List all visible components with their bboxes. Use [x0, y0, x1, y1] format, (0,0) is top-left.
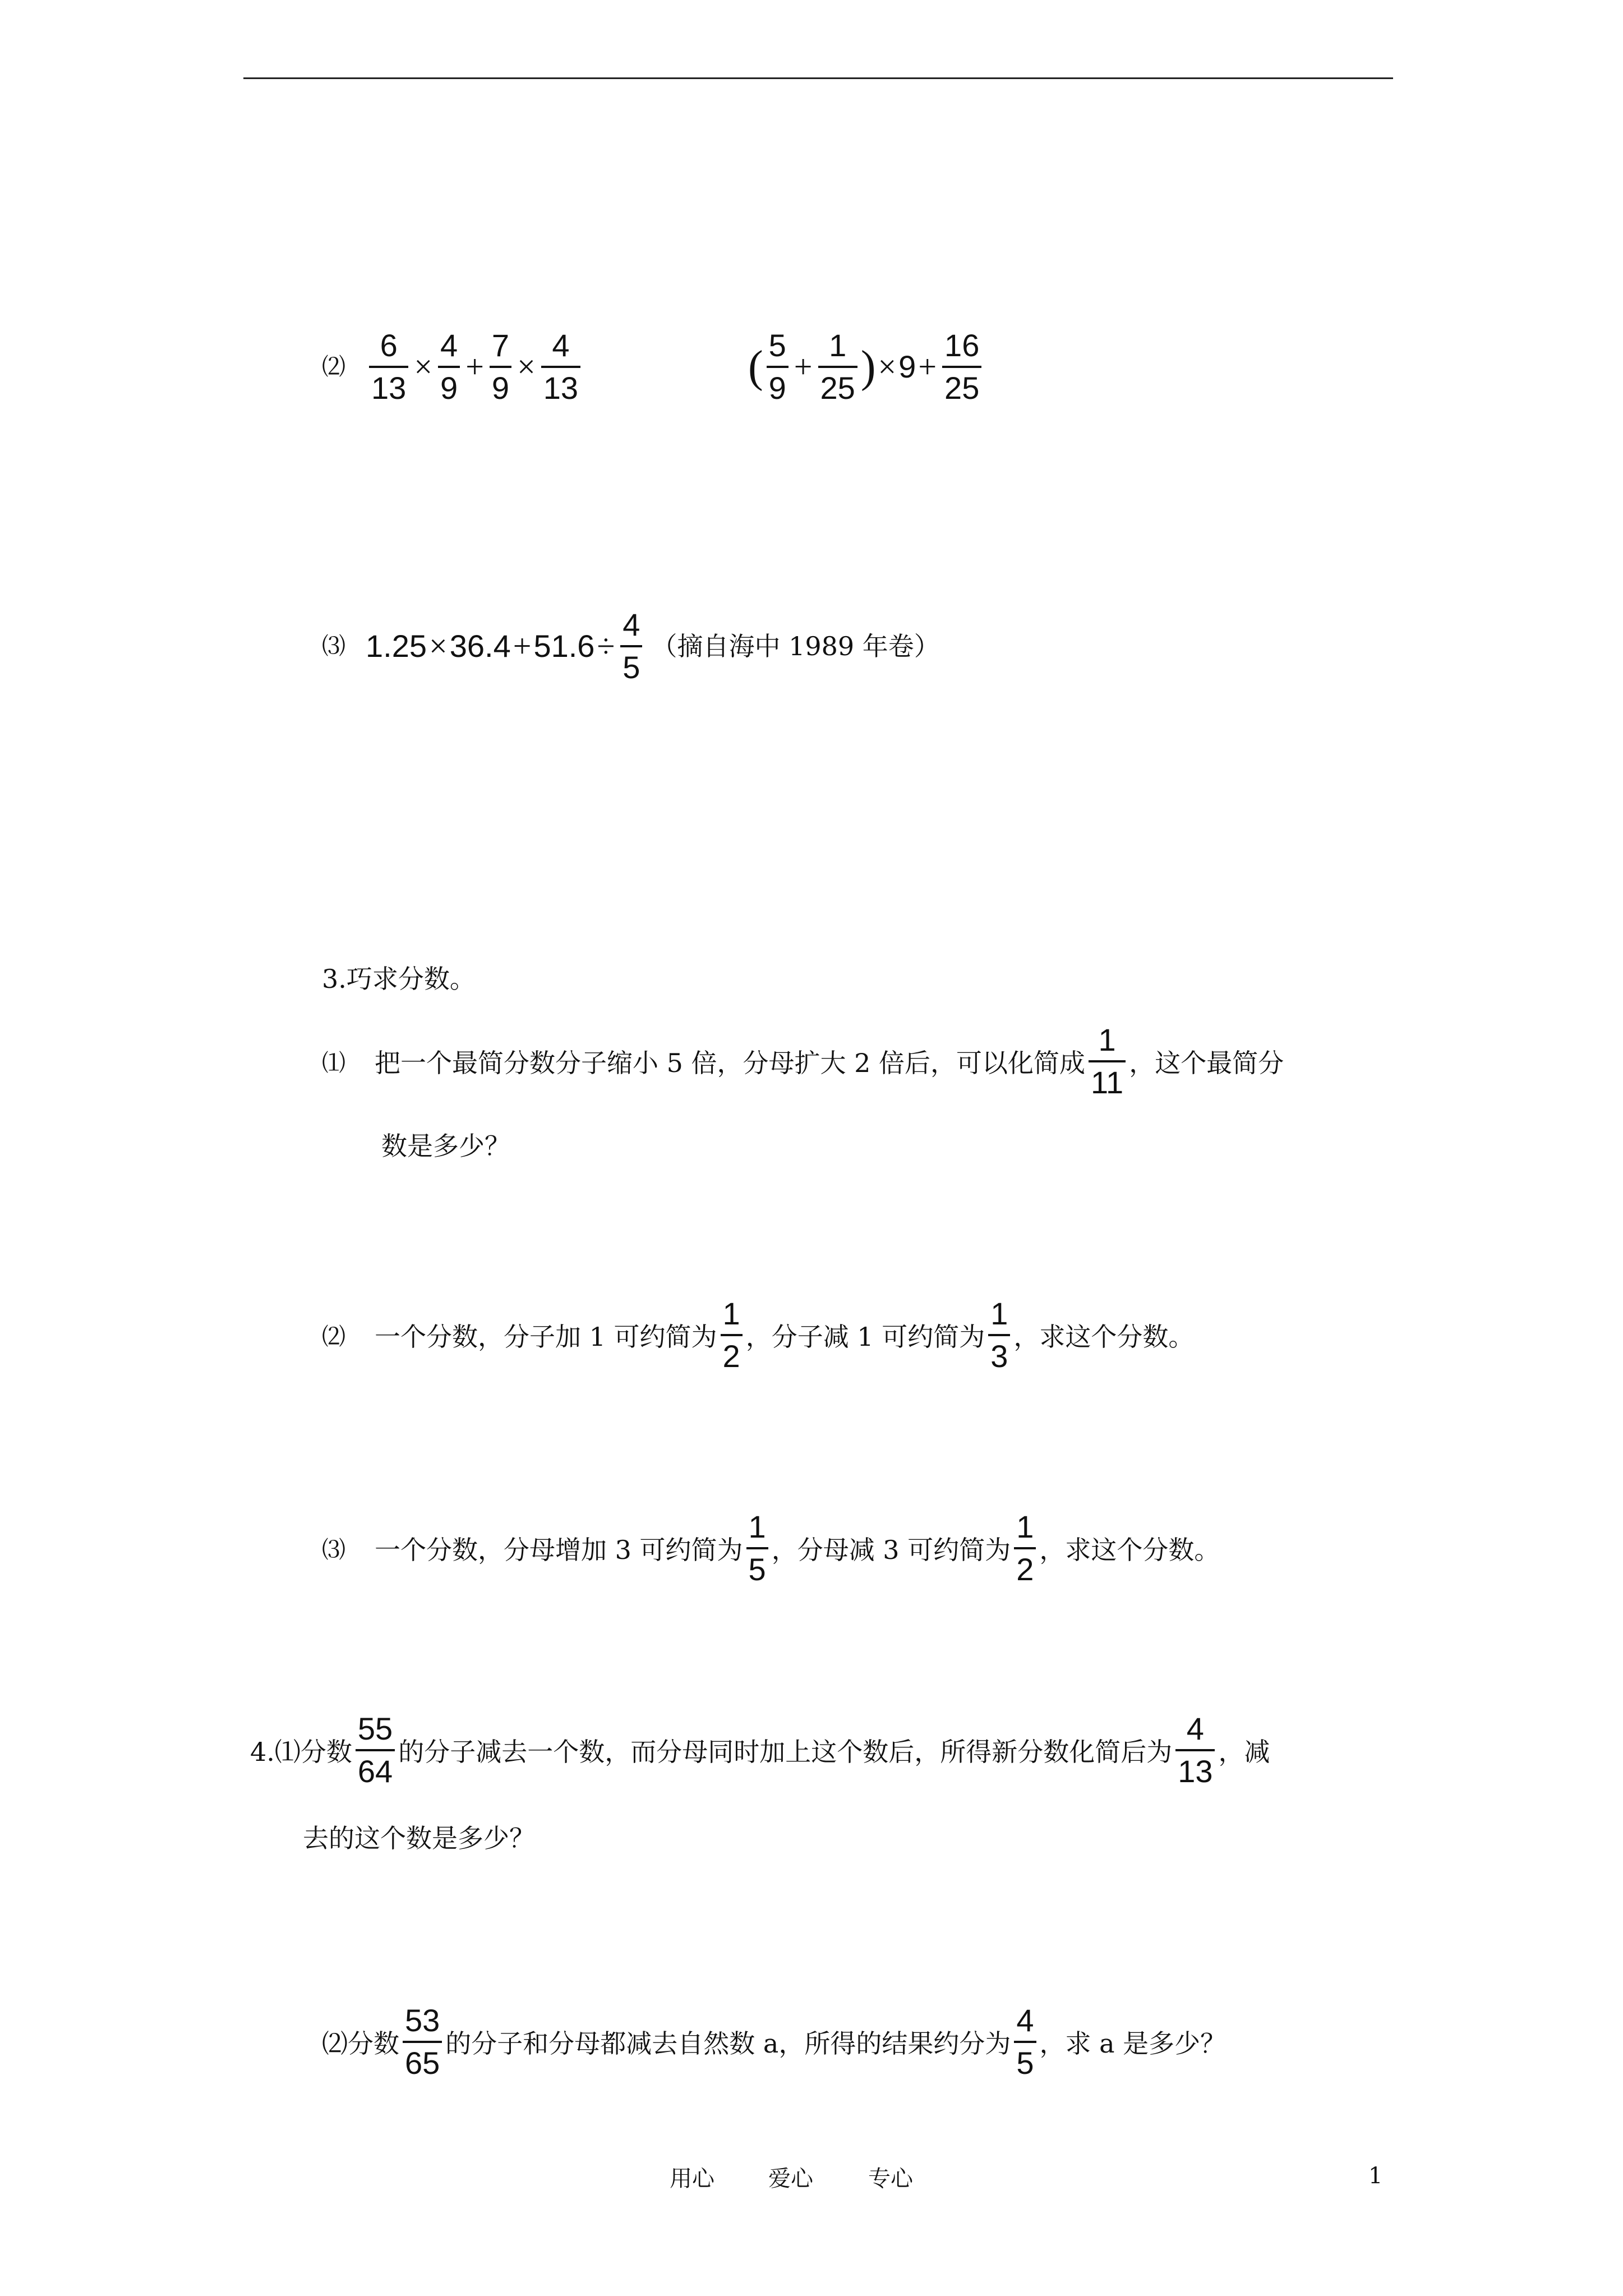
- source-note: （摘自海中 1989 年卷）: [651, 631, 940, 661]
- section-4-q1: [250, 1711, 1270, 1789]
- fraction: $\frac{4}{5}$: [620, 607, 642, 685]
- operator: ×: [517, 348, 536, 385]
- question-text: ，求 a 是多少？: [1039, 2028, 1227, 2059]
- operator: +: [794, 348, 813, 385]
- question-text: ，求这个分数。: [1013, 1322, 1195, 1352]
- header-rule: [243, 77, 1393, 79]
- question-text: 一个分数，分子加 1 可约简为: [375, 1322, 717, 1352]
- fraction: $\frac{5}{9}$: [767, 328, 789, 406]
- problem-2-expr-2: [748, 328, 985, 406]
- question-text: 的分子和分母都减去自然数 a，所得的结果约分为: [445, 2028, 1011, 2059]
- operator: ×: [878, 348, 897, 385]
- operator: +: [465, 348, 484, 385]
- section-3-q1: [322, 1022, 1284, 1101]
- fraction: $\frac{1}{11}$: [1089, 1022, 1126, 1101]
- left-paren: (: [748, 342, 763, 392]
- operator: ×: [414, 348, 433, 385]
- item-marker: ⑶: [322, 632, 346, 660]
- section-3-q2: [322, 1296, 1194, 1374]
- question-text: 的分子减去一个数，而分母同时加上这个数后，所得新分数化简后为: [398, 1737, 1173, 1767]
- question-text: 把一个最简分数分子缩小 5 倍，分母扩大 2 倍后，可以化简成: [375, 1048, 1086, 1078]
- operator: ÷: [597, 628, 615, 664]
- fraction: $\frac{4}{13}$: [1175, 1711, 1215, 1789]
- question-text: ，求这个分数。: [1039, 1535, 1220, 1565]
- fraction: $\frac{16}{25}$: [942, 328, 981, 406]
- section-4-q2: [322, 2003, 1226, 2081]
- fraction: $\frac{6}{13}$: [369, 328, 408, 406]
- fraction: $\frac{1}{3}$: [988, 1296, 1010, 1374]
- fraction: $\frac{4}{5}$: [1014, 2003, 1036, 2081]
- footer-word-2: 爱心: [768, 2166, 813, 2192]
- question-prefix: ⑵分数: [322, 2028, 399, 2059]
- right-paren: ): [860, 342, 876, 392]
- item-marker: ⑵: [322, 1323, 346, 1350]
- number: 51.6: [533, 628, 595, 664]
- question-text: 一个分数，分母增加 3 可约简为: [375, 1535, 743, 1565]
- fraction: $\frac{7}{9}$: [490, 328, 511, 406]
- fraction: $\frac{4}{13}$: [541, 328, 580, 406]
- number: 9: [898, 349, 916, 384]
- fraction: $\frac{1}{25}$: [818, 328, 857, 406]
- footer-word-1: 用心: [670, 2166, 714, 2192]
- operator: +: [918, 348, 937, 385]
- section-4-q1-line2: 去的这个数是多少？: [303, 1823, 535, 1853]
- question-text: ，分子减 1 可约简为: [745, 1322, 985, 1352]
- fraction: $\frac{55}{64}$: [356, 1711, 395, 1789]
- question-text: ，这个最简分: [1129, 1048, 1284, 1078]
- footer-word-3: 专心: [868, 2166, 913, 2192]
- question-text: ，减: [1218, 1737, 1270, 1767]
- fraction: $\frac{53}{65}$: [403, 2003, 442, 2081]
- section-3-q1-line2: 数是多少？: [381, 1131, 510, 1161]
- fraction: $\frac{1}{2}$: [1014, 1509, 1036, 1588]
- fraction: $\frac{1}{2}$: [721, 1296, 743, 1374]
- fraction: $\frac{4}{9}$: [438, 328, 460, 406]
- question-text: ，分母减 3 可约简为: [771, 1535, 1011, 1565]
- item-marker: ⑵: [322, 353, 346, 380]
- problem-2-expr-1: [322, 328, 584, 406]
- question-prefix: 4.⑴分数: [250, 1737, 352, 1767]
- operator: +: [513, 628, 532, 664]
- fraction: $\frac{1}{5}$: [746, 1509, 768, 1588]
- item-marker: ⑴: [322, 1049, 346, 1076]
- problem-3-expr: [322, 607, 940, 685]
- item-marker: ⑶: [322, 1536, 346, 1563]
- number: 36.4: [449, 628, 511, 664]
- operator: ×: [429, 628, 448, 664]
- section-3-title: 3.巧求分数。: [322, 964, 476, 994]
- number: 1.25: [366, 628, 427, 664]
- section-3-q3: [322, 1509, 1220, 1588]
- page-number: 1: [1368, 2163, 1383, 2189]
